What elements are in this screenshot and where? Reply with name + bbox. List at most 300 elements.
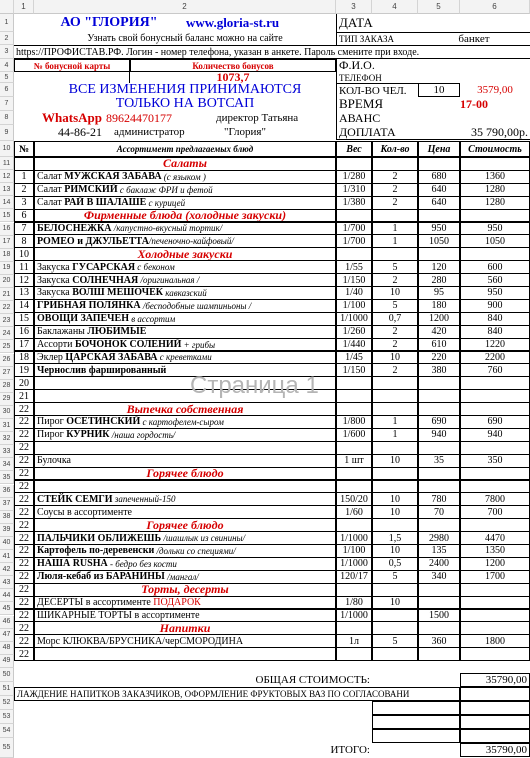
row-num-cell[interactable]: 17 [14,338,34,352]
row-num-cell[interactable]: 6 [14,209,34,223]
price-cell[interactable]: 640 [418,183,460,197]
row-number[interactable]: 21 [0,288,14,301]
quantity-cell[interactable]: 1,5 [372,531,418,545]
row-number[interactable]: 6 [0,83,14,97]
row-num-cell[interactable]: 20 [14,376,34,390]
website-link[interactable]: www.gloria-st.ru [186,15,280,30]
cost-cell[interactable] [460,467,530,481]
row-number[interactable]: 27 [0,367,14,380]
corner-cell[interactable] [0,0,14,14]
dish-name-cell[interactable] [34,286,336,300]
price-cell[interactable] [418,467,460,481]
cost-cell[interactable]: 7800 [460,492,530,506]
dish-name-cell[interactable] [34,234,336,248]
price-cell[interactable] [418,389,460,403]
guests-value[interactable]: 10 [418,83,460,97]
time-value[interactable]: 17-00 [460,97,488,111]
row-num-cell[interactable]: 1 [14,170,34,184]
row-number[interactable]: 39 [0,524,14,537]
column-header-5[interactable]: 5 [418,0,460,14]
weight-cell[interactable]: 1/380 [336,196,372,210]
row-number[interactable]: 43 [0,576,14,589]
row-number[interactable]: 12 [0,170,14,183]
row-number[interactable]: 46 [0,616,14,629]
cost-cell[interactable] [460,480,530,494]
row-number[interactable]: 13 [0,183,14,196]
price-cell[interactable]: 2400 [418,557,460,571]
weight-cell[interactable] [336,389,372,403]
bonus-card-value[interactable] [14,72,130,83]
cost-cell[interactable]: 900 [460,299,530,313]
quantity-cell[interactable]: 10 [372,492,418,506]
cost-cell[interactable] [460,376,530,390]
column-header-4[interactable]: 4 [372,0,418,14]
row-num-cell[interactable]: 22 [14,557,34,571]
row-num-cell[interactable]: 18 [14,351,34,365]
column-header-1[interactable]: 1 [14,0,34,14]
row-num-cell[interactable]: 12 [14,273,34,287]
row-num-cell[interactable]: 22 [14,505,34,519]
dish-name-cell[interactable] [34,209,336,223]
row-number[interactable]: 49 [0,655,14,668]
row-number[interactable]: 41 [0,550,14,563]
cost-cell[interactable]: 1220 [460,338,530,352]
weight-cell[interactable]: 1 шт [336,454,372,468]
price-cell[interactable]: 360 [418,634,460,648]
weight-cell[interactable] [336,647,372,661]
price-cell[interactable]: 220 [418,351,460,365]
weight-cell[interactable]: 1/280 [336,170,372,184]
row-num-cell[interactable]: 13 [14,286,34,300]
row-number[interactable]: 20 [0,275,14,288]
price-cell[interactable]: 420 [418,325,460,339]
weight-cell[interactable]: 1/150 [336,363,372,377]
cost-cell[interactable]: 760 [460,363,530,377]
row-num-cell[interactable]: 22 [14,621,34,635]
dish-name-cell[interactable] [34,222,336,236]
quantity-cell[interactable]: 2 [372,183,418,197]
price-cell[interactable]: 120 [418,260,460,274]
quantity-cell[interactable]: 0,7 [372,312,418,326]
dish-name-cell[interactable] [34,247,336,261]
row-number[interactable]: 45 [0,602,14,615]
weight-cell[interactable]: 1/40 [336,286,372,300]
dish-name-cell[interactable] [34,492,336,506]
column-header-6[interactable]: 6 [460,0,530,14]
price-cell[interactable]: 95 [418,286,460,300]
row-number[interactable]: 26 [0,354,14,367]
quantity-cell[interactable] [372,389,418,403]
row-num-cell[interactable]: 22 [14,480,34,494]
quantity-cell[interactable]: 1 [372,428,418,442]
price-cell[interactable]: 950 [418,222,460,236]
price-cell[interactable]: 135 [418,544,460,558]
row-number[interactable]: 18 [0,249,14,262]
row-num-cell[interactable]: 22 [14,544,34,558]
row-number[interactable]: 30 [0,406,14,419]
row-number[interactable]: 9 [0,125,14,141]
row-num-cell[interactable]: 22 [14,415,34,429]
price-cell[interactable]: 1500 [418,609,460,623]
dish-name-cell[interactable] [34,351,336,365]
quantity-cell[interactable] [372,402,418,416]
row-num-cell[interactable]: 22 [14,441,34,455]
weight-cell[interactable] [336,467,372,481]
dish-name-cell[interactable] [34,260,336,274]
weight-cell[interactable]: 120/17 [336,570,372,584]
dish-name-cell[interactable] [34,428,336,442]
quantity-cell[interactable]: 10 [372,351,418,365]
quantity-cell[interactable]: 1 [372,222,418,236]
dish-name-cell[interactable] [34,441,336,455]
dish-name-cell[interactable] [34,363,336,377]
cost-cell[interactable] [460,647,530,661]
cost-cell[interactable]: 4470 [460,531,530,545]
cost-cell[interactable] [460,621,530,635]
row-number[interactable]: 35 [0,471,14,484]
row-num-cell[interactable]: 22 [14,647,34,661]
row-number[interactable]: 48 [0,642,14,655]
quantity-cell[interactable]: 2 [372,170,418,184]
row-num-cell[interactable]: 22 [14,583,34,597]
row-num-cell[interactable]: 10 [14,247,34,261]
quantity-cell[interactable]: 5 [372,260,418,274]
row-number[interactable]: 10 [0,141,14,157]
price-cell[interactable]: 680 [418,170,460,184]
quantity-cell[interactable]: 2 [372,363,418,377]
cost-cell[interactable] [460,389,530,403]
quantity-cell[interactable] [372,480,418,494]
empty-row-52-cost[interactable] [460,715,530,729]
price-cell[interactable] [418,247,460,261]
weight-cell[interactable]: 1/60 [336,505,372,519]
row-num-cell[interactable]: 11 [14,260,34,274]
price-cell[interactable]: 280 [418,273,460,287]
row-num-cell[interactable]: 22 [14,454,34,468]
row-num-cell[interactable]: 7 [14,222,34,236]
weight-cell[interactable]: 1/1000 [336,557,372,571]
cost-cell[interactable]: 1280 [460,183,530,197]
dish-name-cell[interactable] [34,299,336,313]
cost-cell[interactable]: 1280 [460,196,530,210]
row-number[interactable]: 8 [0,111,14,125]
quantity-cell[interactable] [372,467,418,481]
cost-cell[interactable] [460,609,530,623]
cost-cell[interactable]: 690 [460,415,530,429]
empty-row-53[interactable] [372,729,460,743]
weight-cell[interactable]: 150/20 [336,492,372,506]
row-num-cell[interactable]: 22 [14,428,34,442]
row-number[interactable]: 55 [0,738,14,758]
price-cell[interactable] [418,518,460,532]
cost-cell[interactable] [460,596,530,610]
row-number[interactable]: 54 [0,724,14,738]
row-num-cell[interactable]: 3 [14,196,34,210]
empty-row-51-cost[interactable] [460,701,530,715]
quantity-cell[interactable]: 0,5 [372,557,418,571]
dish-name-cell[interactable] [34,480,336,494]
weight-cell[interactable]: 1л [336,634,372,648]
row-number[interactable]: 3 [0,45,14,59]
row-num-cell[interactable]: 19 [14,363,34,377]
weight-cell[interactable] [336,583,372,597]
cost-cell[interactable]: 1700 [460,570,530,584]
row-num-cell[interactable]: 22 [14,518,34,532]
row-number[interactable]: 34 [0,458,14,471]
dish-name-cell[interactable] [34,273,336,287]
column-header-2[interactable]: 2 [34,0,336,14]
cost-cell[interactable]: 560 [460,273,530,287]
cost-cell[interactable]: 840 [460,312,530,326]
weight-cell[interactable] [336,621,372,635]
weight-cell[interactable] [336,247,372,261]
row-number[interactable]: 2 [0,32,14,45]
cost-cell[interactable]: 1350 [460,544,530,558]
quantity-cell[interactable]: 5 [372,634,418,648]
price-cell[interactable]: 690 [418,415,460,429]
quantity-cell[interactable]: 5 [372,299,418,313]
price-cell[interactable] [418,209,460,223]
empty-row-51[interactable] [372,701,460,715]
price-cell[interactable] [418,583,460,597]
dish-name-cell[interactable] [34,505,336,519]
weight-cell[interactable]: 1/310 [336,183,372,197]
weight-cell[interactable]: 1/100 [336,544,372,558]
row-num-cell[interactable]: 15 [14,312,34,326]
weight-cell[interactable] [336,402,372,416]
quantity-cell[interactable] [372,247,418,261]
weight-cell[interactable] [336,518,372,532]
cost-cell[interactable] [460,209,530,223]
quantity-cell[interactable] [372,157,418,171]
weight-cell[interactable] [336,157,372,171]
quantity-cell[interactable]: 10 [372,505,418,519]
row-number[interactable]: 50 [0,668,14,682]
cost-cell[interactable] [460,247,530,261]
cost-cell[interactable]: 950 [460,286,530,300]
row-number[interactable]: 33 [0,445,14,458]
row-number[interactable]: 17 [0,236,14,249]
row-num-cell[interactable]: 22 [14,634,34,648]
quantity-cell[interactable] [372,647,418,661]
price-cell[interactable]: 35 [418,454,460,468]
row-number[interactable]: 53 [0,710,14,724]
dish-name-cell[interactable] [34,621,336,635]
cost-cell[interactable]: 350 [460,454,530,468]
dish-name-cell[interactable] [34,376,336,390]
row-number[interactable]: 22 [0,301,14,314]
dish-name-cell[interactable] [34,389,336,403]
price-cell[interactable]: 780 [418,492,460,506]
price-cell[interactable] [418,647,460,661]
cost-cell[interactable]: 1200 [460,557,530,571]
row-number[interactable]: 44 [0,589,14,602]
price-cell[interactable]: 180 [418,299,460,313]
cost-cell[interactable]: 1050 [460,234,530,248]
row-number[interactable]: 36 [0,485,14,498]
dish-name-cell[interactable] [34,609,336,623]
cost-cell[interactable] [460,402,530,416]
cost-cell[interactable]: 1800 [460,634,530,648]
quantity-cell[interactable] [372,441,418,455]
price-cell[interactable] [418,376,460,390]
dish-name-cell[interactable] [34,325,336,339]
price-cell[interactable] [418,621,460,635]
quantity-cell[interactable]: 10 [372,596,418,610]
price-cell[interactable] [418,441,460,455]
row-number[interactable]: 23 [0,314,14,327]
row-number[interactable]: 4 [0,59,14,72]
dish-name-cell[interactable] [34,196,336,210]
weight-cell[interactable]: 1/260 [336,325,372,339]
weight-cell[interactable]: 1/700 [336,234,372,248]
dish-name-cell[interactable] [34,557,336,571]
row-num-cell[interactable]: 22 [14,570,34,584]
cost-cell[interactable]: 600 [460,260,530,274]
cost-cell[interactable]: 840 [460,325,530,339]
price-cell[interactable] [418,596,460,610]
dish-name-cell[interactable] [34,647,336,661]
dish-name-cell[interactable] [34,170,336,184]
row-number[interactable]: 11 [0,157,14,170]
weight-cell[interactable]: 1/150 [336,273,372,287]
quantity-cell[interactable] [372,376,418,390]
price-cell[interactable] [418,157,460,171]
row-num-cell[interactable]: 16 [14,325,34,339]
price-cell[interactable]: 380 [418,363,460,377]
row-number[interactable]: 19 [0,262,14,275]
dish-name-cell[interactable] [34,402,336,416]
quantity-cell[interactable]: 1 [372,415,418,429]
column-header-3[interactable]: 3 [336,0,372,14]
row-num-cell[interactable]: 22 [14,402,34,416]
weight-cell[interactable]: 1/600 [336,428,372,442]
row-num-cell[interactable]: 22 [14,609,34,623]
price-cell[interactable]: 70 [418,505,460,519]
weight-cell[interactable]: 1/80 [336,596,372,610]
cost-cell[interactable]: 1360 [460,170,530,184]
quantity-cell[interactable] [372,609,418,623]
price-cell[interactable]: 640 [418,196,460,210]
row-number[interactable]: 15 [0,209,14,222]
weight-cell[interactable]: 1/800 [336,415,372,429]
price-cell[interactable]: 610 [418,338,460,352]
row-num-cell[interactable]: 2 [14,183,34,197]
weight-cell[interactable]: 1/700 [336,222,372,236]
cost-cell[interactable]: 700 [460,505,530,519]
price-cell[interactable] [418,480,460,494]
quantity-cell[interactable]: 5 [372,570,418,584]
row-number[interactable]: 42 [0,563,14,576]
dish-name-cell[interactable] [34,157,336,171]
price-cell[interactable]: 940 [418,428,460,442]
price-cell[interactable]: 1050 [418,234,460,248]
weight-cell[interactable]: 1/55 [336,260,372,274]
quantity-cell[interactable]: 2 [372,325,418,339]
dish-name-cell[interactable] [34,454,336,468]
cost-cell[interactable] [460,441,530,455]
dish-name-cell[interactable] [34,570,336,584]
row-num-cell[interactable]: 8 [14,234,34,248]
weight-cell[interactable] [336,209,372,223]
dish-name-cell[interactable] [34,467,336,481]
row-number[interactable]: 16 [0,223,14,236]
cost-cell[interactable]: 2200 [460,351,530,365]
row-number[interactable]: 31 [0,419,14,432]
cost-cell[interactable] [460,518,530,532]
dish-name-cell[interactable] [34,634,336,648]
quantity-cell[interactable]: 10 [372,286,418,300]
price-cell[interactable]: 2980 [418,531,460,545]
price-cell[interactable] [418,402,460,416]
price-cell[interactable]: 1200 [418,312,460,326]
dish-name-cell[interactable] [34,312,336,326]
row-num-cell[interactable]: 22 [14,492,34,506]
quantity-cell[interactable]: 10 [372,454,418,468]
row-number[interactable]: 25 [0,340,14,353]
quantity-cell[interactable]: 2 [372,338,418,352]
weight-cell[interactable] [336,376,372,390]
row-number[interactable]: 24 [0,327,14,340]
weight-cell[interactable] [336,480,372,494]
quantity-cell[interactable] [372,209,418,223]
row-number[interactable]: 29 [0,393,14,406]
row-number[interactable]: 28 [0,380,14,393]
quantity-cell[interactable]: 10 [372,544,418,558]
quantity-cell[interactable] [372,583,418,597]
quantity-cell[interactable] [372,518,418,532]
row-num-cell[interactable]: 22 [14,596,34,610]
row-num-cell[interactable]: 14 [14,299,34,313]
weight-cell[interactable] [336,441,372,455]
row-number[interactable]: 7 [0,97,14,111]
quantity-cell[interactable]: 2 [372,273,418,287]
weight-cell[interactable]: 1/45 [336,351,372,365]
empty-row-53-cost[interactable] [460,729,530,743]
dish-name-cell[interactable] [34,596,336,610]
row-number[interactable]: 51 [0,682,14,696]
cost-cell[interactable] [460,157,530,171]
row-num-cell[interactable]: 21 [14,389,34,403]
weight-cell[interactable]: 1/100 [336,299,372,313]
quantity-cell[interactable]: 2 [372,196,418,210]
weight-cell[interactable]: 1/1000 [336,312,372,326]
quantity-cell[interactable] [372,621,418,635]
row-number[interactable]: 14 [0,196,14,209]
dish-name-cell[interactable] [34,518,336,532]
row-num-cell[interactable]: 22 [14,467,34,481]
row-number[interactable]: 1 [0,14,14,32]
row-number[interactable]: 52 [0,696,14,710]
dish-name-cell[interactable] [34,583,336,597]
price-cell[interactable]: 340 [418,570,460,584]
dish-name-cell[interactable] [34,183,336,197]
weight-cell[interactable]: 1/1000 [336,531,372,545]
row-num-cell[interactable] [14,157,34,171]
row-number[interactable]: 5 [0,72,14,83]
row-number[interactable]: 32 [0,432,14,445]
quantity-cell[interactable]: 1 [372,234,418,248]
dish-name-cell[interactable] [34,338,336,352]
cost-cell[interactable] [460,583,530,597]
weight-cell[interactable]: 1/440 [336,338,372,352]
row-number[interactable]: 47 [0,629,14,642]
cost-cell[interactable]: 950 [460,222,530,236]
row-number[interactable]: 37 [0,498,14,511]
empty-row-52[interactable] [372,715,460,729]
row-num-cell[interactable]: 22 [14,531,34,545]
dish-name-cell[interactable] [34,415,336,429]
